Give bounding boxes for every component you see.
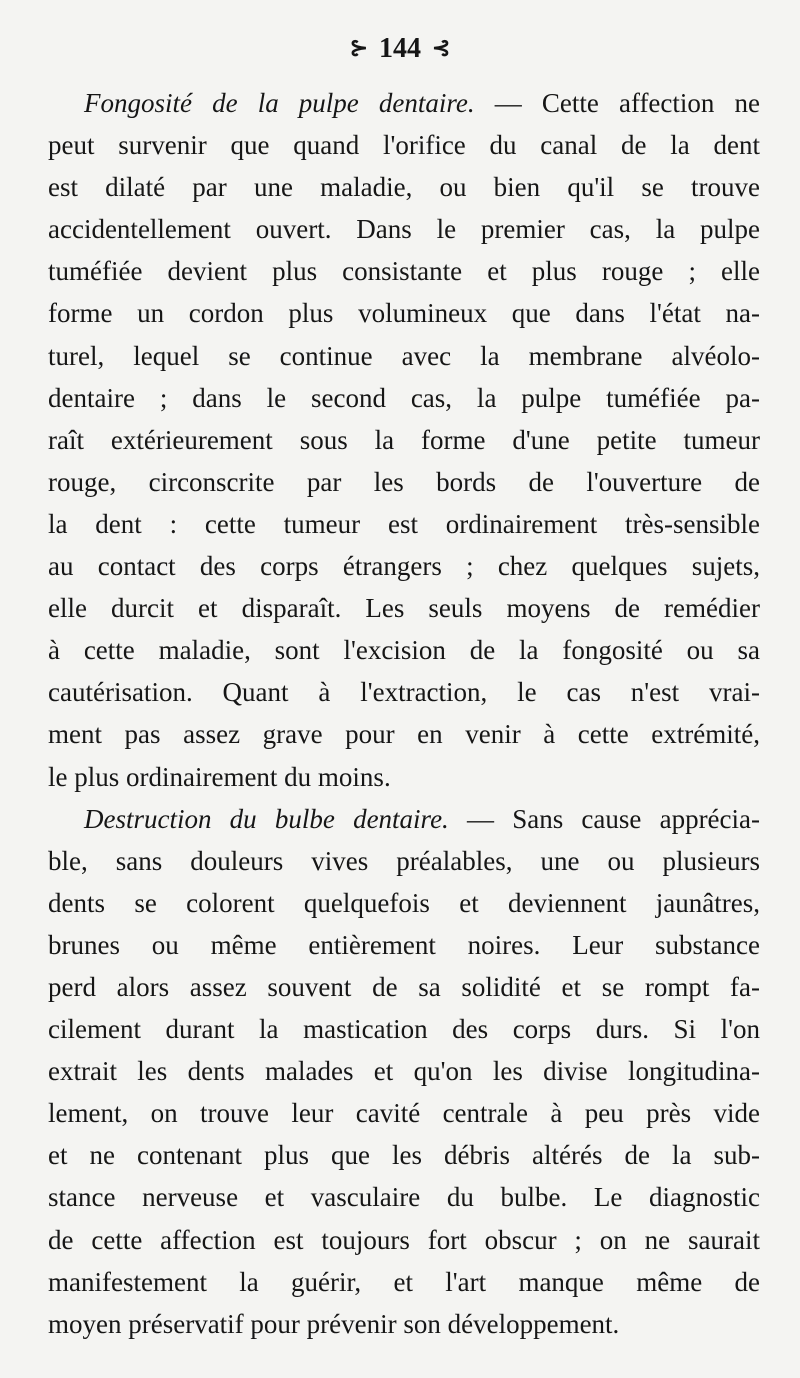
section-heading: Fongosité de la pulpe dentaire.	[84, 88, 475, 118]
text-line: cautérisation. Quant à l'extraction, le cas n'est vrai-	[48, 677, 760, 708]
text-line: stance nerveuse et vasculaire du bulbe. Le diagnostic	[48, 1182, 760, 1213]
text-line: à cette maladie, sont l'excision de la fongosité ou sa	[48, 635, 760, 666]
text-line: peut survenir que quand l'orifice du canal de la dent	[48, 130, 760, 161]
left-ornament-icon: ⊱	[349, 35, 368, 60]
text-line: est dilaté par une maladie, ou bien qu'il se trouve	[48, 172, 760, 203]
text-line: extrait les dents malades et qu'on les divise longitudina-	[48, 1056, 760, 1087]
text-line: cilement durant la mastication des corps durs. Si l'on	[48, 1014, 760, 1045]
text-line: raît extérieurement sous la forme d'une petite tumeur	[48, 424, 760, 455]
text-line: forme un cordon plus volumineux que dans l'état na-	[48, 298, 760, 329]
text-line: tuméfiée devient plus consistante et plus rouge ; elle	[48, 256, 760, 287]
paragraph-pulp-fungosity	[48, 82, 760, 798]
text-line: dents se colorent quelquefois et deviennent jaunâtres,	[48, 887, 760, 918]
text-line: manifestement la guérir, et l'art manque même de	[48, 1266, 760, 1297]
text-line: de cette affection est toujours fort obscur ; on ne saurait	[48, 1224, 760, 1255]
text-line: la dent : cette tumeur est ordinairement très-sensible	[48, 508, 760, 539]
text-line: et ne contenant plus que les débris altérés de la sub-	[48, 1140, 760, 1171]
text-line: ble, sans douleurs vives préalables, une ou plusieurs	[48, 845, 760, 876]
text-line: lement, on trouve leur cavité centrale à peu près vide	[48, 1098, 760, 1129]
paragraph-bulb-destruction	[48, 798, 760, 1345]
body-text	[48, 82, 760, 1345]
text-line: Destruction du bulbe dentaire. — Sans cause apprécia-	[84, 803, 761, 834]
text-line: dentaire ; dans le second cas, la pulpe tuméfiée pa-	[48, 382, 760, 413]
text-line: moyen préservatif pour prévenir son développement.	[48, 1308, 620, 1339]
text-line: perd alors assez souvent de sa solidité et se rompt fa-	[48, 971, 760, 1002]
section-heading: Destruction du bulbe dentaire.	[84, 803, 449, 834]
text-line: au contact des corps étrangers ; chez quelques sujets,	[48, 551, 760, 582]
text-line: rouge, circonscrite par les bords de l'ouverture de	[48, 466, 760, 497]
text-line: elle durcit et disparaît. Les seuls moyens de remédier	[48, 593, 760, 624]
text-line: turel, lequel se continue avec la membrane alvéolo-	[48, 340, 760, 371]
right-ornament-icon: ⊰	[432, 35, 451, 60]
text-line: brunes ou même entièrement noires. Leur substance	[48, 929, 760, 960]
text-line: Fongosité de la pulpe dentaire. — Cette affection ne	[84, 88, 760, 118]
text-line: ment pas assez grave pour en venir à cette extrémité,	[48, 719, 760, 750]
page-header	[0, 30, 800, 67]
page-number: 144	[379, 33, 421, 64]
text-line: le plus ordinairement du moins.	[48, 761, 391, 792]
text-line: accidentellement ouvert. Dans le premier cas, la pulpe	[48, 214, 760, 245]
